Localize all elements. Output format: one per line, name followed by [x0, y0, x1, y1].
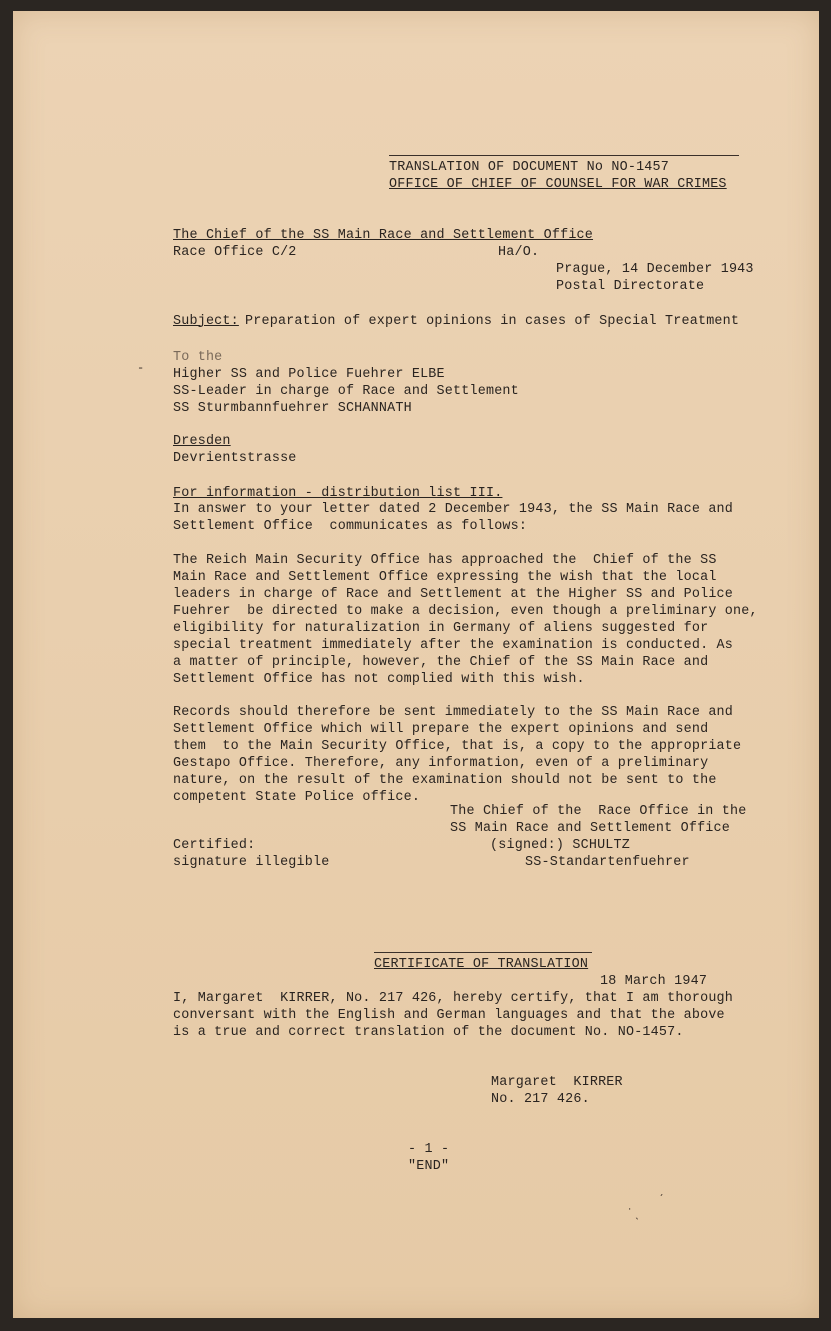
distribution-line: For information - distribution list III. [173, 486, 503, 501]
body-p1-line-1: In answer to your letter dated 2 December 1943, the SS Main Race and [173, 502, 734, 517]
address-city: Dresden [173, 434, 231, 449]
certified-text: signature illegible [173, 855, 330, 870]
header-line-2: OFFICE OF CHIEF OF COUNSEL FOR WAR CRIMES [389, 177, 727, 192]
place-date-line-1: Prague, 14 December 1943 [556, 262, 754, 277]
subject-label: Subject: [173, 314, 239, 329]
sender-line-1: The Chief of the SS Main Race and Settlement Office [173, 228, 594, 243]
subject-text: Preparation of expert opinions in cases of Special Treatment [245, 314, 740, 329]
recipient-line-0: To the [173, 350, 223, 365]
page-number: - 1 - [408, 1142, 450, 1157]
signature-line-2: SS Main Race and Settlement Office [450, 821, 731, 836]
translator-name: Margaret KIRRER [491, 1075, 623, 1090]
certificate-line-3: is a true and correct translation of the document No. NO-1457. [173, 1025, 684, 1040]
body-p2-line-3: leaders in charge of Race and Settlement at the Higher SS and Police [173, 587, 734, 602]
signature-line-4: SS-Standartenfuehrer [525, 855, 690, 870]
recipient-line-3: SS Sturmbannfuehrer SCHANNATH [173, 401, 412, 416]
body-p3-line-3: them to the Main Security Office, that is, a copy to the appropriate [173, 739, 742, 754]
body-p2-line-4: Fuehrer be directed to make a decision, even though a preliminary one, [173, 604, 758, 619]
recipient-line-1: Higher SS and Police Fuehrer ELBE [173, 367, 445, 382]
margin-mark: - [137, 361, 145, 375]
body-p2-line-2: Main Race and Settlement Office expressing the wish that the local [173, 570, 717, 585]
certified-label: Certified: [173, 838, 256, 853]
header-top-rule [389, 155, 739, 156]
translator-number: No. 217 426. [491, 1092, 590, 1107]
document-page [13, 11, 819, 1318]
body-p2-line-7: a matter of principle, however, the Chief of the SS Main Race and [173, 655, 709, 670]
certificate-line-2: conversant with the English and German languages and that the above [173, 1008, 725, 1023]
body-p2-line-5: eligibility for naturalization in Germany of aliens suggested for [173, 621, 709, 636]
body-p2-line-6: special treatment immediately after the examination is conducted. As [173, 638, 734, 653]
place-date-line-2: Postal Directorate [556, 279, 705, 294]
stray-mark: ˙ˎ [626, 1207, 641, 1221]
body-p3-line-6: competent State Police office. [173, 790, 421, 805]
header-line-1: TRANSLATION OF DOCUMENT No NO-1457 [389, 160, 670, 175]
sender-line-2: Race Office C/2 [173, 245, 297, 260]
body-p3-line-4: Gestapo Office. Therefore, any information, even of a preliminary [173, 756, 709, 771]
body-p2-line-1: The Reich Main Security Office has approached the Chief of the SS [173, 553, 717, 568]
stray-mark-2: ˊ [658, 1193, 666, 1207]
certificate-title: CERTIFICATE OF TRANSLATION [374, 957, 589, 972]
certificate-date: 18 March 1947 [600, 974, 708, 989]
signature-line-1: The Chief of the Race Office in the [450, 804, 747, 819]
certificate-line-1: I, Margaret KIRRER, No. 217 426, hereby certify, that I am thorough [173, 991, 734, 1006]
sender-ref: Ha/O. [498, 245, 540, 260]
end-marker: "END" [408, 1159, 450, 1174]
body-p2-line-8: Settlement Office has not complied with this wish. [173, 672, 585, 687]
recipient-line-2: SS-Leader in charge of Race and Settlement [173, 384, 519, 399]
body-p1-line-2: Settlement Office communicates as follows: [173, 519, 528, 534]
body-p3-line-5: nature, on the result of the examination should not be sent to the [173, 773, 717, 788]
body-p3-line-2: Settlement Office which will prepare the expert opinions and send [173, 722, 709, 737]
body-p3-line-1: Records should therefore be sent immediately to the SS Main Race and [173, 705, 734, 720]
address-street: Devrientstrasse [173, 451, 297, 466]
signature-line-3: (signed:) SCHULTZ [490, 838, 631, 853]
certificate-top-rule [374, 952, 592, 953]
